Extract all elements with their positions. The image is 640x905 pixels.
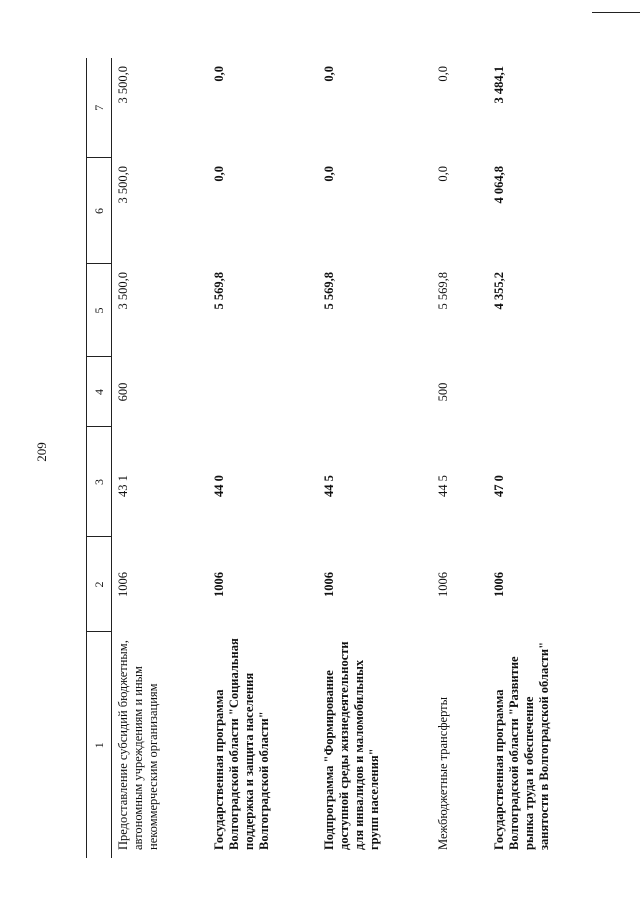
- table-row: [318, 58, 432, 858]
- table-row: [112, 58, 209, 858]
- header-col-1: 1: [87, 632, 112, 858]
- budget-table-rotated: [86, 58, 626, 858]
- row-section-code: 1006: [322, 572, 336, 597]
- header-row: [87, 58, 112, 858]
- row-amount-6: 3 500,0: [116, 166, 130, 204]
- row-section-code: 1006: [436, 572, 450, 597]
- row-amount-5: 5 569,8: [212, 272, 226, 310]
- row-amount-5: 5 569,8: [322, 272, 336, 310]
- table-row: [432, 58, 488, 858]
- table-row: [208, 58, 318, 858]
- table-row: [488, 58, 587, 858]
- budget-table: [86, 58, 587, 858]
- row-amount-5: 3 500,0: [116, 272, 130, 310]
- row-amount-5: 5 569,8: [436, 272, 450, 310]
- row-amount-7: 0,0: [212, 66, 226, 82]
- row-amount-7: 3 500,0: [116, 66, 130, 104]
- row-expense-type: 600: [116, 382, 130, 402]
- row-amount-5: 4 355,2: [492, 272, 506, 310]
- row-program-code: 43 1: [116, 475, 130, 497]
- row-amount-6: 0,0: [322, 166, 336, 182]
- row-name: Государственная программа Волгоградской области "Развитие рынка труда и обеспечение занятости в Волгоградской области": [492, 641, 551, 850]
- page-number: 209: [34, 442, 49, 462]
- row-section-code: 1006: [492, 572, 506, 597]
- row-name: Предоставление субсидий бюджетным, автономным учреждениям и иным некоммерческим организациям: [116, 640, 160, 850]
- row-amount-7: 3 484,1: [492, 66, 506, 104]
- row-amount-6: 0,0: [212, 166, 226, 182]
- row-amount-7: 0,0: [436, 66, 450, 82]
- header-col-7: 7: [87, 58, 112, 158]
- row-expense-type: [318, 357, 432, 427]
- row-expense-type: [208, 357, 318, 427]
- corner-rule: [592, 12, 640, 13]
- row-amount-6: 0,0: [436, 166, 450, 182]
- row-name: Государственная программа Волгоградской области "Социальная поддержка и защита населения Волгоградской области": [212, 638, 271, 850]
- row-program-code: 44 0: [212, 475, 226, 497]
- row-program-code: 44 5: [322, 475, 336, 497]
- row-expense-type: [488, 357, 587, 427]
- row-name: Подпрограмма "Формирование доступной среды жизнедеятельности для инвалидов и маломобильных групп населения": [322, 641, 381, 850]
- header-col-5: 5: [87, 264, 112, 357]
- header-col-6: 6: [87, 158, 112, 264]
- row-name: Межбюджетные трансферты: [436, 696, 450, 850]
- header-col-3: 3: [87, 427, 112, 537]
- row-amount-7: 0,0: [322, 66, 336, 82]
- row-expense-type: 500: [436, 382, 450, 402]
- row-amount-6: 4 064,8: [492, 166, 506, 204]
- row-program-code: 44 5: [436, 475, 450, 497]
- row-section-code: 1006: [116, 572, 130, 597]
- header-col-4: 4: [87, 357, 112, 427]
- row-program-code: 47 0: [492, 475, 506, 497]
- header-col-2: 2: [87, 537, 112, 632]
- row-section-code: 1006: [212, 572, 226, 597]
